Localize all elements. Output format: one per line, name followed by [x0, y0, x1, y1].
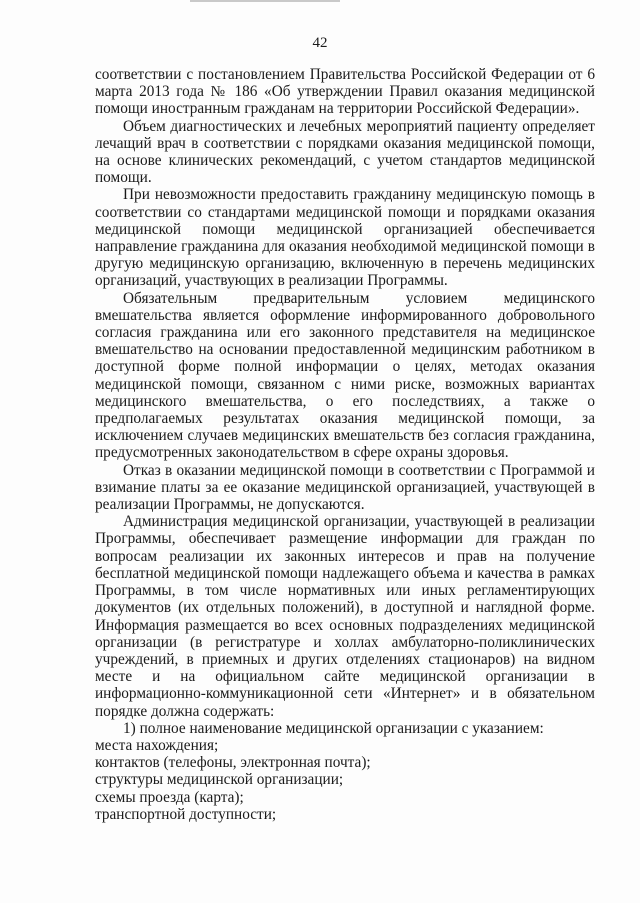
paragraph-information-placement: Администрация медицинской организации, участвующей в реализации Программы, обеспечивает размещение информации для граждан по вопросам реализации их законных интересов и прав на получение бесплатной медицинской помощи надлежащего объема и качества в рамках Программы, в том числе нормативных или иных регламентирующих документов (их отдельных положений), в доступной и наглядной форме. Информация размещается во всех основных подразделениях медицинской организации (в регистратуре и холлах амбулаторно-поликлинических учреждений, в приемных и других отделениях стационаров) на видном месте и на официальном сайте медицинской организации в информационно-коммуникационной сети «Интернет» и в обязательном порядке должна содержать: [95, 513, 595, 720]
list-subitem-transport: транспортной доступности; [95, 805, 277, 823]
paragraph-continuation: соответствии с постановлением Правительства Российской Федерации от 6 марта 2013 года № 186 «Об утверждении Правил оказания медицинской помощи иностранным гражданам на территории Российской Федерации». [95, 66, 595, 118]
scan-artifact [190, 0, 340, 2]
paragraph-informed-consent: Обязательным предварительным условием медицинского вмешательства является оформление информированного добровольного согласия гражданина или его законного представителя на медицинское вмешательство на основании предоставленной медицинским работником в доступной форме полной информации о целях, методах оказания медицинской помощи, связанном с ними риске, возможных вариантах медицинского вмешательства, о его последствиях, а также о предполагаемых результатах оказания медицинской помощи, за исключением случаев медицинских вмешательств без согласия гражданина, предусмотренных законодательством в сфере охраны здоровья. [95, 289, 595, 462]
list-subitem-location: места нахождения; [95, 736, 219, 754]
paragraph-refusal-and-fees: Отказ в оказании медицинской помощи в соответствии с Программой и взимание платы за ее оказание медицинской организацией, участвующей в реализации Программы, не допускаются. [95, 461, 595, 514]
paragraph-diagnostic-scope: Объем диагностических и лечебных мероприятий пациенту определяет лечащий врач в соответствии с порядками оказания медицинской помощи, на основе клинических рекомендаций, с учетом стандартов медицинской помощи. [95, 117, 595, 187]
list-subitem-contacts: контактов (телефоны, электронная почта); [95, 754, 371, 772]
document-body [95, 66, 595, 823]
page-number: 42 [312, 35, 328, 51]
list-subitem-route-map: схемы проезда (карта); [95, 788, 244, 806]
paragraph-referral: При невозможности предоставить гражданину медицинскую помощь в соответствии со стандартами медицинской помощи и порядками оказания медицинской помощи медицинской организацией обеспечивается направление гражданина для оказания необходимой медицинской помощи в другую медицинскую организацию, включенную в перечень медицинских организаций, участвующих в реализации Программы. [95, 186, 595, 290]
list-subitem-structure: структуры медицинской организации; [95, 771, 344, 789]
list-item-1: 1) полное наименование медицинской организации с указанием: [123, 719, 544, 737]
